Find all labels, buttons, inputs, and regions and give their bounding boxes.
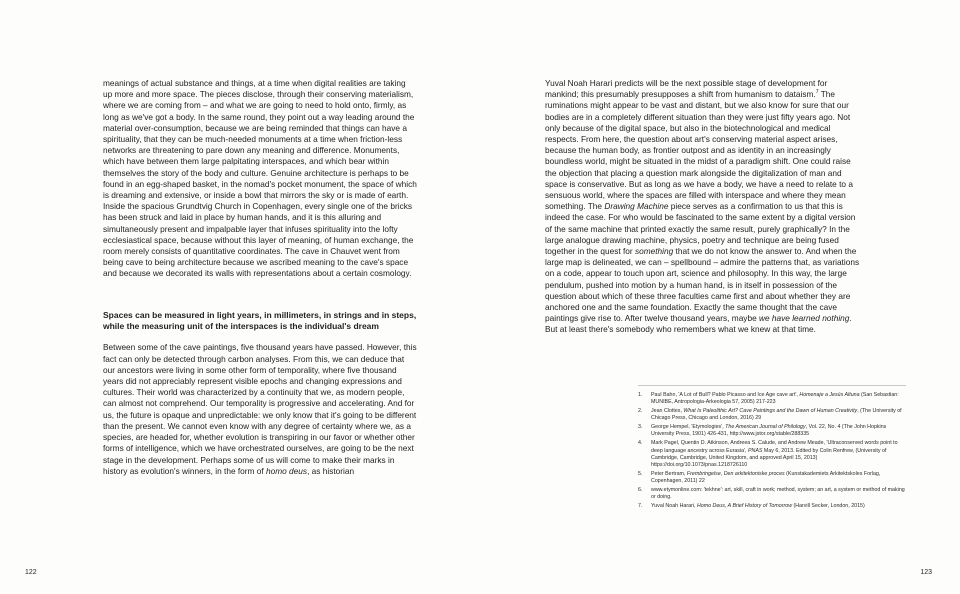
footnote-text: Peter Bertram, Frembringelse, Den arkitektoniske proces (Kunstakademiets Arkitektskoles Forlag, Copenhagen, 2011) 22: [651, 470, 881, 485]
footnote-number: 1.: [638, 392, 643, 398]
left-page-text-column: [103, 78, 417, 477]
footnote-item: [638, 487, 906, 502]
footnote-number: 6.: [638, 487, 643, 494]
footnote-text: Jean Clottes, What Is Paleolithic Art? Cave Paintings and the Dawn of Human Creativity, (The University of Chicago Press, Chicago and London, 2016) 29: [651, 408, 902, 422]
footnotes-block: [638, 385, 906, 512]
footnote-number: 5.: [638, 470, 643, 477]
page-number-left: 122: [25, 569, 37, 576]
right-page-text-column: [545, 78, 861, 336]
footnote-number: 7.: [638, 503, 643, 510]
footnote-item: [638, 471, 906, 486]
footnote-text: www.etymonline.com: 'tekhne': art, skill, craft in work; method, system; an art, a system or method of making or doing.: [651, 487, 905, 501]
footnote-item: [638, 440, 906, 469]
footnotes-list: [638, 392, 906, 510]
footnote-number: 4.: [638, 440, 643, 447]
footnote-item: [638, 503, 906, 510]
footnote-item: [638, 408, 906, 423]
page-number-right: 123: [920, 569, 932, 576]
section-heading: Spaces can be measured in light years, in millimeters, in strings and in steps, while the measuring unit of the interspaces is the individual's dream: [103, 309, 417, 332]
right-paragraph-body: Yuval Noah Harari predicts will be the next possible stage of development for mankind; this presumably presupposes a shift from humanism to dataism.$^7$ The ruminations might appear to be vast and distant, but we also know for sure that our bodies are in a completely different situation than they were just fifty years ago. Not only because of the digital space, but also in the biotechnological and medical respects. From here, the question about art's conserving material aspect arises, because the human body, as frontier outpost and as identity in an increasingly boundless world, might be situated in the midst of a paradigm shift. One could raise the objection that placing a question mark alongside the digitalization of man and space is conservative. But as long as we have a body, we have a need to relate to a sensuous world, where the spaces are filled with interspace and where they mean something. The Drawing Machine piece serves as a confirmation to us that this is indeed the case. For who would be fascinated to the same extent by a digital version of the same machine that printed exactly the same result, purely graphically? In the large analogue drawing machine, physics, poetry and technique are being fused together in the quest for something that we do not know the answer to. And when the large map is delineated, we can – spellbound – admire the patterns that, as variations on a code, appear to touch upon art, science and philosophy. In this way, the large pendulum, pushed into motion by a human hand, is in itself in possession of the question about which of these three faculties came first and about whether they are anchored one and the same foundation. Exactly the same thought that the cave paintings give rise to. After twelve thousand years, maybe we have learned nothing. But at least there's somebody who remembers what we knew at that time.: [545, 78, 860, 335]
footnote-text: George Hempel, 'Etymologies', The American Journal of Philology, Vol. 22, No. 4 (The John Hopkins University Press, 1901) 426-431, http://www.jstor.org/stable/288335: [651, 424, 887, 438]
left-paragraph-continuation: meanings of actual substance and things, at a time when digital realities are taking up more and more space. The pieces disclose, through their conserving materialism, where we are coming from – and what we are going to need to hold onto, firmly, as long as we've got a body. In the same round, they point out a way leading around the material over-consumption, because we are being reminded that things can have a spirituality, that they can be much-needed monuments at a time when friction-less networks are threatening to pare down any meaning and difference. Monuments, which have between them large palpitating interspaces, and which bear within themselves the story of the body and culture. Genuine architecture is perhaps to be found in an egg-shaped basket, in the nomad's pocket monument, the space of which is dreaming and extensive, or inside a bowl that mirrors the sky or is made of earth. Inside the spacious Grundtvig Church in Copenhagen, every single one of the bricks has been struck and laid in place by human hands, and it is this alluring and simultaneously present and impalpable layer that infuses spirituality into the lofty ecclesiastical space, because without this layer of meaning, of human exchange, the room merely consists of quantitative coordinates. The cave in Chauvet went from being cave to being architecture because we ascribed meaning to the cave's space and because we decorated its walls with representations about a certain cosmology.: [103, 78, 417, 279]
footnote-number: 3.: [638, 424, 643, 431]
footnote-text: Yuval Noah Harari, Homo Deus, A Brief History of Tomorrow (Harvill Secker, London, 2015): [651, 503, 865, 510]
footnote-text: Paul Bahn, 'A Lot of Bull? Pablo Picasso and Ice Age cave art', Homenaje a Jesús Altuna (San Sebastian: MUNIBE, Antropologia-Arkeologia 57, 2005) 217-223: [651, 392, 899, 406]
footnote-divider: [638, 385, 906, 386]
footnote-item: [638, 392, 906, 407]
footnote-text: Mark Pagel, Quentin D. Atkinson, Andreea S. Calude, and Andrew Meade, 'Ultraconserved words point to deep language ancestry across Eurasia', PNAS May 6, 2013. Edited by Colin Renfrew, (University of Cambridge, Cambridge, United Kingdom, and approved April 15, 2013) https://doi.org/10.1073/pnas.1218726110: [651, 440, 898, 469]
footnote-number: 2.: [638, 408, 643, 415]
left-paragraph-body: Between some of the cave paintings, five thousand years have passed. However, this fact can only be detected through carbon analyses. From this, we can deduce that our ancestors were living in some other form of temporality, where five thousand years did not appreciably represent visible epochs and changing expressions and cultures. Their world was characterized by a continuity that we, as modern people, can almost not comprehend. Our temporality is progressive and accelerating. And for us, the future is opaque and unpredictable: we only know that it's going to be different than the present. We cannot even know with any degree of certainty where we, as a species, are headed for, whether evolution is transpiring in our favor or whether other forms of intelligence, which we have orchestrated ourselves, are going to be the next stage in the development. Perhaps some of us will come to make their marks in history as evolution's winners, in the form of homo deus, as historian: [103, 342, 417, 476]
footnote-item: [638, 424, 906, 439]
